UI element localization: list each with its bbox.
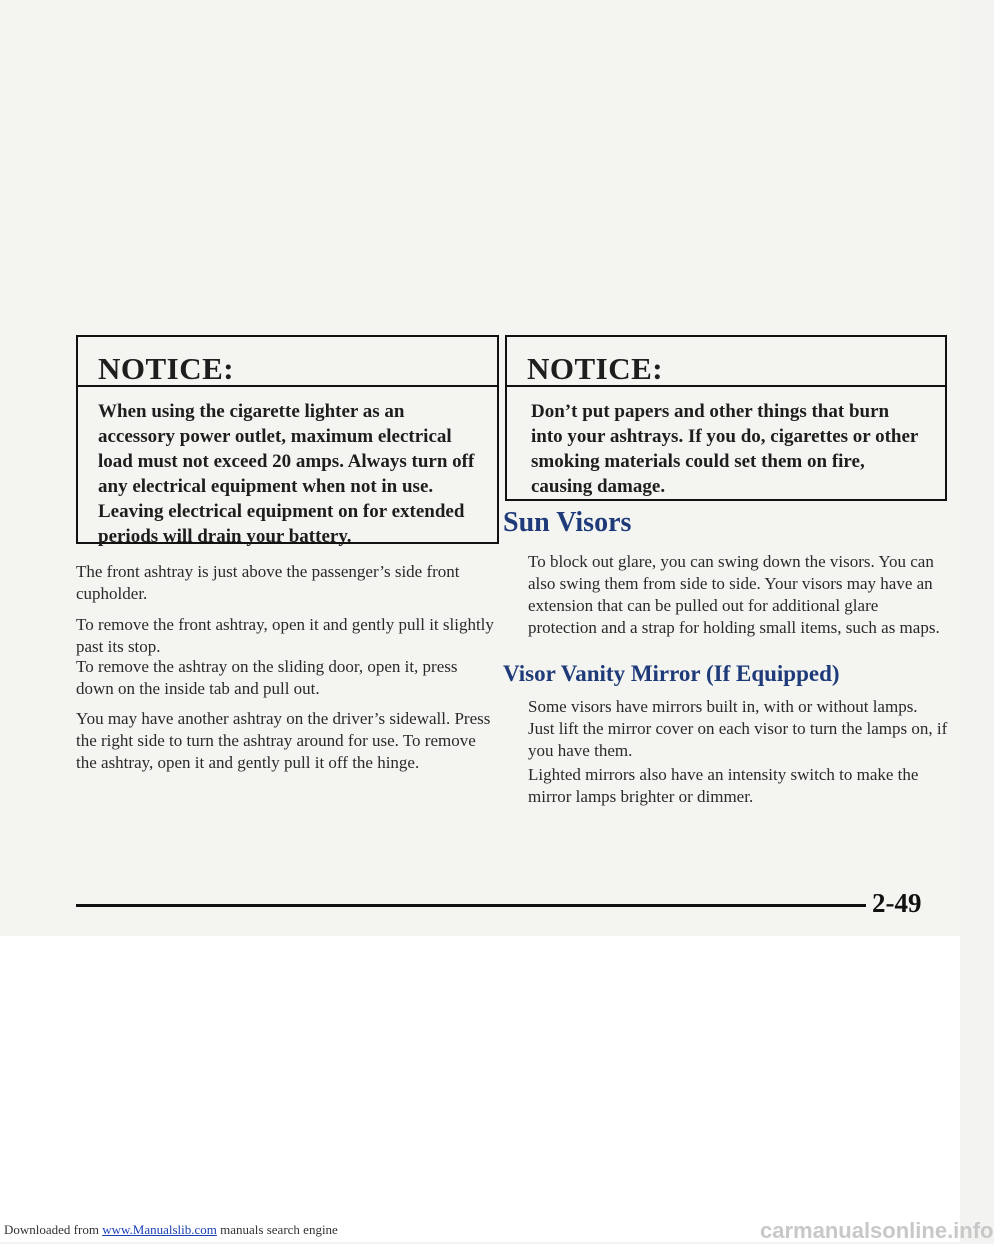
paragraph-driver-sidewall-ashtray: You may have another ashtray on the driver’s sidewall. Press the right side to turn the ashtray around for use. To remove the ashtray, open it and gently pull it off the hinge. — [76, 709, 491, 772]
paragraph-sun-visors: To block out glare, you can swing down the visors. You can also swing them from side to side. Your visors may have an extension that can be pulled out for additional glare protection and a strap for holding small items, such as maps. — [528, 552, 940, 637]
page-margin — [0, 936, 960, 1242]
manualslib-link[interactable]: www.Manualslib.com — [102, 1222, 217, 1237]
page-number: 2-49 — [872, 888, 922, 918]
notice-text: When using the cigarette lighter as an accessory power outlet, maximum electrical load must not exceed 20 amps. Always turn off any electrical equipment when not in use. Leaving electrical equipment on for extended periods will drain your battery. — [98, 401, 475, 547]
watermark: carmanualsonline.info — [760, 1218, 994, 1243]
footer-suffix: manuals search engine — [216, 1222, 338, 1237]
notice-box-lighter — [76, 335, 499, 547]
notice-box-ashtray — [505, 335, 947, 501]
footer-prefix: Downloaded from — [4, 1222, 103, 1237]
notice-text: Don’t put papers and other things that burn into your ashtrays. If you do, cigarettes or other smoking materials could set them on fire, causing damage. — [531, 401, 919, 497]
footer-rule — [76, 904, 866, 907]
heading-visor-vanity-mirror: Visor Vanity Mirror (If Equipped) — [503, 661, 840, 686]
notice-title: NOTICE: — [507, 337, 945, 387]
paragraph-vanity-mirror: Some visors have mirrors built in, with or without lamps. Just lift the mirror cover on each visor to turn the lamps on, if you have them. — [528, 697, 948, 760]
download-footer — [4, 1222, 338, 1238]
heading-sun-visors: Sun Visors — [503, 507, 632, 538]
notice-title: NOTICE: — [78, 337, 497, 387]
paragraph-remove-front-ashtray: To remove the front ashtray, open it and gently pull it slightly past its stop. — [76, 615, 494, 656]
paragraph-lighted-mirrors: Lighted mirrors also have an intensity switch to make the mirror lamps brighter or dimmer. — [528, 765, 919, 806]
paragraph-sliding-door-ashtray: To remove the ashtray on the sliding door, open it, press down on the inside tab and pull out. — [76, 657, 458, 698]
paragraph-front-ashtray: The front ashtray is just above the passenger’s side front cupholder. — [76, 562, 460, 603]
